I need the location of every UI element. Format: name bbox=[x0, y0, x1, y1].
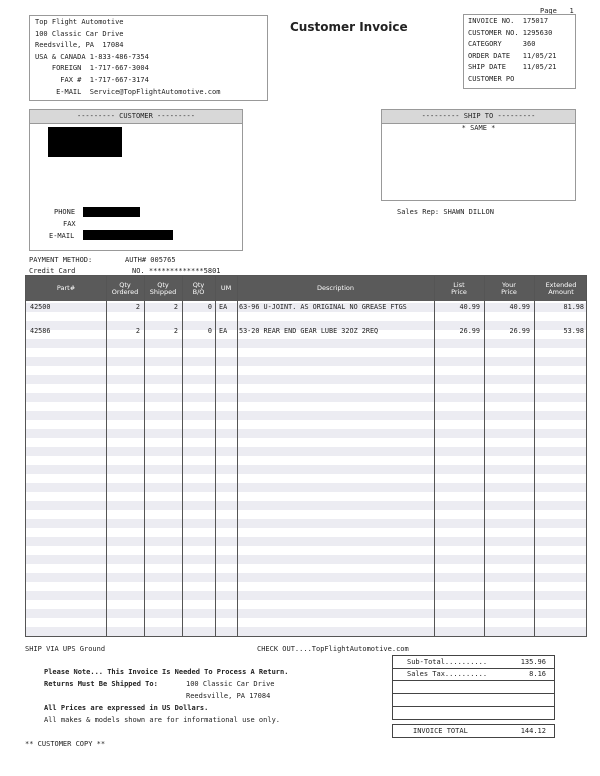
customer-box bbox=[29, 109, 243, 251]
header-qty-ordered: Qty Ordered bbox=[111, 280, 139, 296]
category: CATEGORY 360 bbox=[468, 40, 536, 49]
page-title: Customer Invoice bbox=[290, 20, 408, 34]
row-qty-ordered: 2 bbox=[135, 303, 140, 311]
row-qty-bo: 0 bbox=[207, 303, 212, 311]
card-number: NO. *************5801 bbox=[132, 267, 221, 275]
row-um: EA bbox=[219, 327, 228, 335]
ship-to-header: --------- SHIP TO --------- bbox=[382, 110, 575, 124]
row-extended-amount: 53.98 bbox=[563, 327, 584, 335]
header-um: UM bbox=[220, 284, 232, 292]
order-date: ORDER DATE 11/05/21 bbox=[468, 51, 557, 60]
row-description: 53-20 REAR END GEAR LUBE 32OZ 2REQ bbox=[239, 327, 379, 335]
row-list-price: 26.99 bbox=[459, 327, 480, 335]
column-divider bbox=[215, 276, 216, 636]
customer-header: --------- CUSTOMER --------- bbox=[30, 110, 242, 124]
header-list-price: List Price bbox=[451, 280, 467, 296]
invoice-total-box bbox=[392, 724, 555, 738]
row-your-price: 40.99 bbox=[509, 303, 530, 311]
redacted-phone bbox=[83, 207, 140, 217]
row-part: 42500 bbox=[30, 303, 51, 311]
row-extended-amount: 81.98 bbox=[563, 303, 584, 311]
company-phone-foreign: FOREIGN 1-717-667-3004 bbox=[35, 64, 149, 73]
redacted-email bbox=[83, 230, 173, 240]
row-your-price: 26.99 bbox=[509, 327, 530, 335]
returns-label: Returns Must Be Shipped To: bbox=[44, 680, 158, 688]
company-name: Top Flight Automotive bbox=[35, 18, 124, 26]
header-qty-shipped: Qty Shipped bbox=[149, 280, 177, 296]
row-part: 42586 bbox=[30, 327, 51, 335]
row-qty-bo: 0 bbox=[207, 327, 212, 335]
tax-row bbox=[393, 668, 554, 681]
ship-to-value: * SAME * bbox=[461, 124, 496, 132]
checkout-link[interactable]: CHECK OUT....TopFlightAutomotive.com bbox=[257, 645, 409, 653]
phone-label: PHONE bbox=[54, 208, 76, 216]
page-value: 1 bbox=[569, 7, 574, 15]
payment-method-label: PAYMENT METHOD: bbox=[29, 256, 93, 264]
line-items-table bbox=[25, 275, 587, 637]
totals-box bbox=[392, 655, 555, 720]
email-label: E-MAIL bbox=[49, 232, 75, 240]
company-info-box bbox=[29, 15, 268, 101]
company-city: Reedsville, PA 17084 bbox=[35, 41, 124, 50]
fax-label: FAX bbox=[63, 220, 76, 228]
header-qty-bo: Qty B/O bbox=[192, 280, 205, 296]
row-qty-shipped: 2 bbox=[173, 303, 178, 311]
invoice-info-box bbox=[463, 14, 576, 89]
row-qty-shipped: 2 bbox=[173, 327, 178, 335]
page-label: Page bbox=[540, 7, 557, 15]
subtotal-label: Sub-Total.......... bbox=[407, 658, 488, 666]
header-part: Part# bbox=[56, 284, 76, 292]
company-fax: FAX # 1-717-667-3174 bbox=[35, 75, 149, 84]
redacted-customer-name bbox=[48, 127, 122, 157]
company-street: 100 Classic Car Drive bbox=[35, 29, 124, 38]
company-email: E-MAIL Service@TopFlightAutomotive.com bbox=[35, 87, 221, 96]
returns-street: 100 Classic Car Drive bbox=[186, 680, 275, 688]
row-um: EA bbox=[219, 303, 228, 311]
invoice-number: INVOICE NO. 175017 bbox=[468, 17, 549, 25]
row-description: 63-96 U-JOINT. AS ORIGINAL NO GREASE FTGS bbox=[239, 303, 407, 311]
row-list-price: 40.99 bbox=[459, 303, 480, 311]
company-phone-usa: USA & CANADA 1-833-486-7354 bbox=[35, 52, 149, 61]
invoice-total-value: 144.12 bbox=[520, 727, 546, 735]
returns-city: Reedsville, PA 17084 bbox=[186, 692, 271, 700]
subtotal-value: 135.96 bbox=[520, 658, 546, 666]
ship-via: SHIP VIA UPS Ground bbox=[25, 645, 106, 653]
ship-to-box bbox=[381, 109, 576, 201]
customer-number: CUSTOMER NO. 1295630 bbox=[468, 28, 553, 37]
row-qty-ordered: 2 bbox=[135, 327, 140, 335]
header-extended-amount: Extended Amount bbox=[545, 280, 577, 296]
auth-number: AUTH# 005765 bbox=[125, 256, 176, 264]
customer-copy-footer: ** CUSTOMER COPY ** bbox=[25, 740, 106, 748]
sales-rep: Sales Rep: SHAWN DILLON bbox=[397, 208, 494, 216]
invoice-total-label: INVOICE TOTAL bbox=[413, 727, 468, 735]
payment-type: Credit Card bbox=[29, 267, 76, 275]
table-header bbox=[26, 276, 586, 301]
disclaimer-note: All makes & models shown are for informational use only. bbox=[44, 716, 281, 724]
return-note: Please Note... This Invoice Is Needed To Process A Return. bbox=[44, 668, 289, 676]
column-divider bbox=[237, 276, 238, 636]
header-your-price: Your Price bbox=[501, 280, 517, 296]
customer-po: CUSTOMER PO bbox=[468, 74, 515, 83]
blank-row bbox=[393, 681, 554, 694]
blank-row bbox=[393, 694, 554, 707]
tax-value: 8.16 bbox=[529, 670, 546, 678]
currency-note: All Prices are expressed in US Dollars. bbox=[44, 704, 209, 712]
tax-label: Sales Tax.......... bbox=[407, 670, 488, 678]
header-description: Description bbox=[316, 284, 355, 292]
ship-date: SHIP DATE 11/05/21 bbox=[468, 63, 557, 72]
